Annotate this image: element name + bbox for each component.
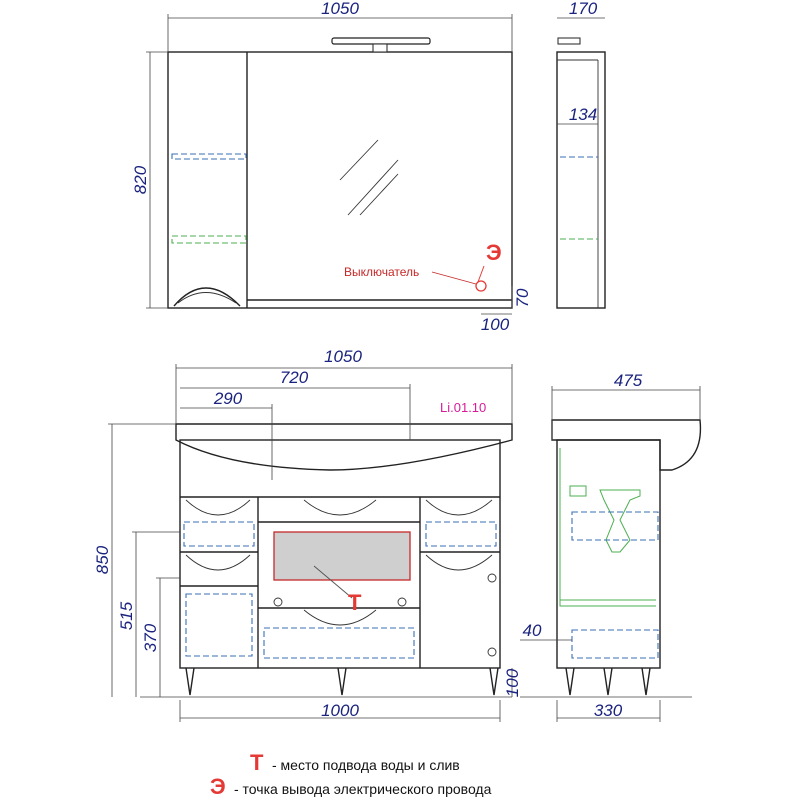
dim-inner-width: 720 bbox=[279, 368, 309, 387]
handle-left-mid bbox=[186, 555, 250, 570]
dim-bottom-width: 1050 bbox=[324, 347, 362, 366]
side-drawer-top bbox=[572, 512, 658, 540]
handle-left-top bbox=[186, 500, 250, 515]
shelf-upper bbox=[172, 154, 246, 159]
mirror-cabinet-side bbox=[557, 0, 605, 308]
door-handle-curve bbox=[174, 288, 240, 306]
side-drawer-bottom bbox=[572, 630, 658, 658]
dim-left-section: 290 bbox=[213, 389, 243, 408]
pipe-marker-letter: Т bbox=[348, 590, 362, 615]
vanity-side-body bbox=[557, 440, 660, 668]
dim-side-base-depth: 330 bbox=[593, 701, 623, 720]
switch-marker-circle bbox=[476, 281, 486, 291]
switch-marker-letter: Э bbox=[486, 240, 502, 265]
vanity-front bbox=[93, 347, 522, 722]
leg bbox=[490, 668, 498, 695]
drawer-center-bottom bbox=[264, 628, 414, 658]
drawer-right-top bbox=[426, 522, 496, 546]
mirror-cabinet-front bbox=[131, 0, 532, 334]
dim-shelf-depth: 134 bbox=[568, 105, 598, 124]
drawer-left-bottom bbox=[186, 594, 252, 656]
dim-side-offset: 40 bbox=[522, 621, 542, 640]
dim-side-depth: 170 bbox=[568, 0, 598, 18]
legend-mark-pipe: Т bbox=[250, 750, 264, 775]
drawer-left-top bbox=[184, 522, 254, 546]
leg bbox=[186, 668, 194, 695]
legend-text-pipe: - место подвода воды и слив bbox=[272, 757, 460, 773]
siphon-area bbox=[274, 532, 410, 580]
dim-leg-height: 100 bbox=[503, 668, 522, 698]
model-code: Li.01.10 bbox=[440, 400, 487, 415]
legend bbox=[210, 750, 492, 799]
basin bbox=[176, 424, 512, 470]
dim-top-height: 820 bbox=[131, 165, 150, 195]
handle-right-mid bbox=[426, 555, 492, 570]
legend-mark-electric: Э bbox=[210, 774, 226, 799]
dim-height-low: 370 bbox=[141, 623, 160, 653]
legend-text-electric: - точка вывода электрического провода bbox=[234, 781, 492, 797]
vanity-side bbox=[520, 371, 700, 722]
handle-center-bottom bbox=[304, 610, 376, 625]
dim-top-width: 1050 bbox=[321, 0, 359, 18]
plumbing-outline bbox=[560, 448, 656, 606]
shelf-lower bbox=[172, 236, 246, 243]
dim-height-mid: 515 bbox=[117, 601, 136, 631]
dim-base-width: 1000 bbox=[321, 701, 359, 720]
basin-side bbox=[552, 420, 700, 470]
dim-bottom-height: 850 bbox=[93, 545, 112, 575]
switch-label: Выключатель bbox=[344, 265, 420, 279]
dim-switch-vertical: 70 bbox=[513, 288, 532, 308]
mirror-glare bbox=[340, 140, 398, 215]
lamp-icon bbox=[332, 38, 430, 52]
handle-right-top bbox=[426, 500, 492, 515]
handle-center-top bbox=[304, 500, 376, 515]
leg bbox=[338, 668, 346, 695]
dim-switch-horizontal: 100 bbox=[480, 315, 510, 334]
dim-side-depth-bottom: 475 bbox=[613, 371, 643, 390]
